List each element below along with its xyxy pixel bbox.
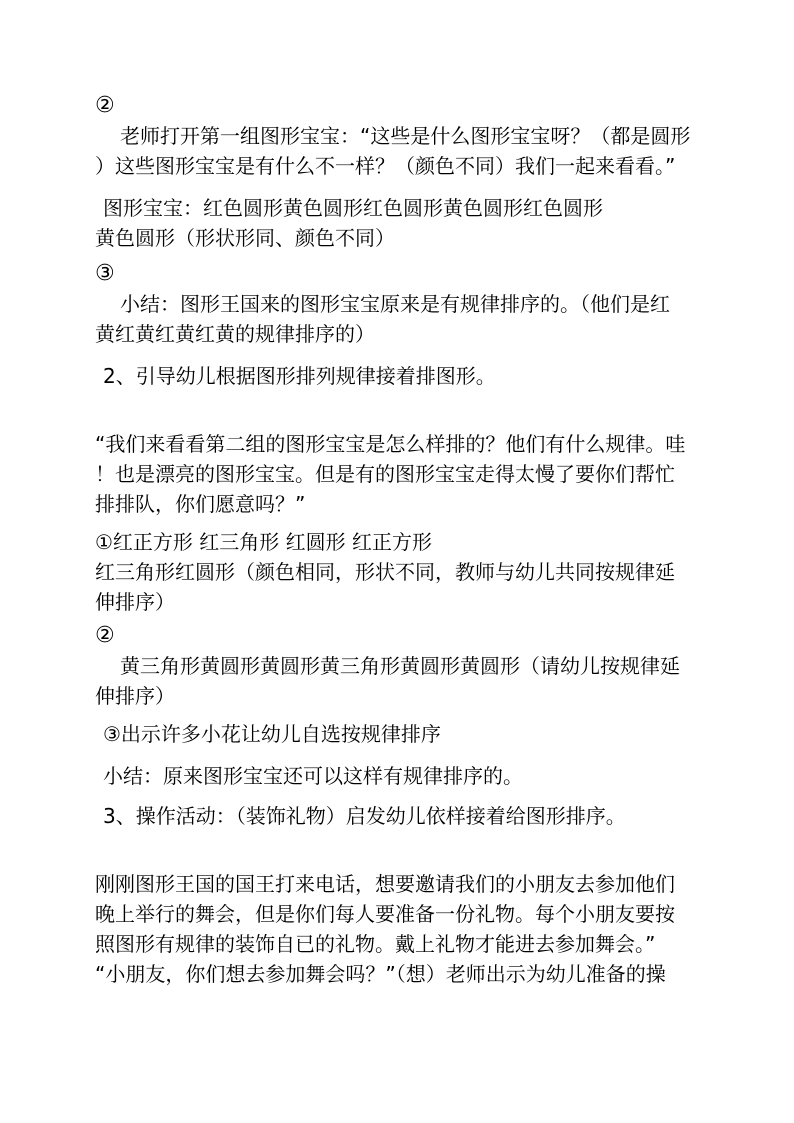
- paragraph-line: 伸排序）: [95, 684, 175, 708]
- paragraph-line: 排排队，你们愿意吗？”: [95, 492, 306, 516]
- paragraph-line: “小朋友，你们想去参加舞会吗？”（想）老师出示为幼儿准备的操: [95, 962, 666, 986]
- paragraph-line: 照图形有规律的装饰自已的礼物。戴上礼物才能进去参加舞会。”: [95, 932, 656, 956]
- paragraph-line: ③出示许多小花让幼儿自选按规律排序: [103, 722, 441, 746]
- paragraph-line: 黄三角形黄圆形黄圆形黄三角形黄圆形黄圆形（请幼儿按规律延: [120, 654, 680, 678]
- paragraph-line: 黄红黄红黄红黄的规律排序的）: [95, 322, 375, 346]
- paragraph-line: ①红正方形 红三角形 红圆形 红正方形: [95, 530, 433, 554]
- paragraph-line: 伸排序）: [95, 590, 175, 614]
- paragraph-line: ！也是漂亮的图形宝宝。但是有的图形宝宝走得太慢了要你们帮忙: [95, 462, 675, 486]
- section-heading: 3、操作活动：（装饰礼物）启发幼儿依样接着给图形排序。: [103, 804, 626, 828]
- section-heading: 2、引导幼儿根据图形排列规律接着排图形。: [103, 364, 496, 388]
- paragraph-line: “我们来看看第二组的图形宝宝是怎么样排的？他们有什么规律。哇: [95, 432, 686, 456]
- paragraph-line: 刚刚图形王国的国王打来电话，想要邀请我们的小朋友去参加他们: [95, 872, 675, 896]
- section-marker-3: ③: [95, 261, 115, 286]
- paragraph-line: 老师打开第一组图形宝宝：“这些是什么图形宝宝呀？（都是圆形: [120, 124, 691, 148]
- paragraph-line: 小结：原来图形宝宝还可以这样有规律排序的。: [103, 764, 523, 788]
- section-marker-2: ②: [95, 623, 115, 648]
- paragraph-line: 红三角形红圆形（颜色相同，形状不同，教师与幼儿共同按规律延: [95, 560, 675, 584]
- paragraph-line: 图形宝宝：红色圆形黄色圆形红色圆形黄色圆形红色圆形: [103, 196, 603, 220]
- paragraph-line: 小结：图形王国来的图形宝宝原来是有规律排序的。（他们是红: [120, 292, 670, 316]
- paragraph-line: ）这些图形宝宝是有什么不一样？（颜色不同）我们一起来看看。”: [95, 154, 676, 178]
- paragraph-line: 黄色圆形（形状形同、颜色不同）: [95, 226, 395, 250]
- paragraph-line: 晚上举行的舞会，但是你们每人要准备一份礼物。每个小朋友要按: [95, 902, 675, 926]
- section-marker-2: ②: [95, 93, 115, 118]
